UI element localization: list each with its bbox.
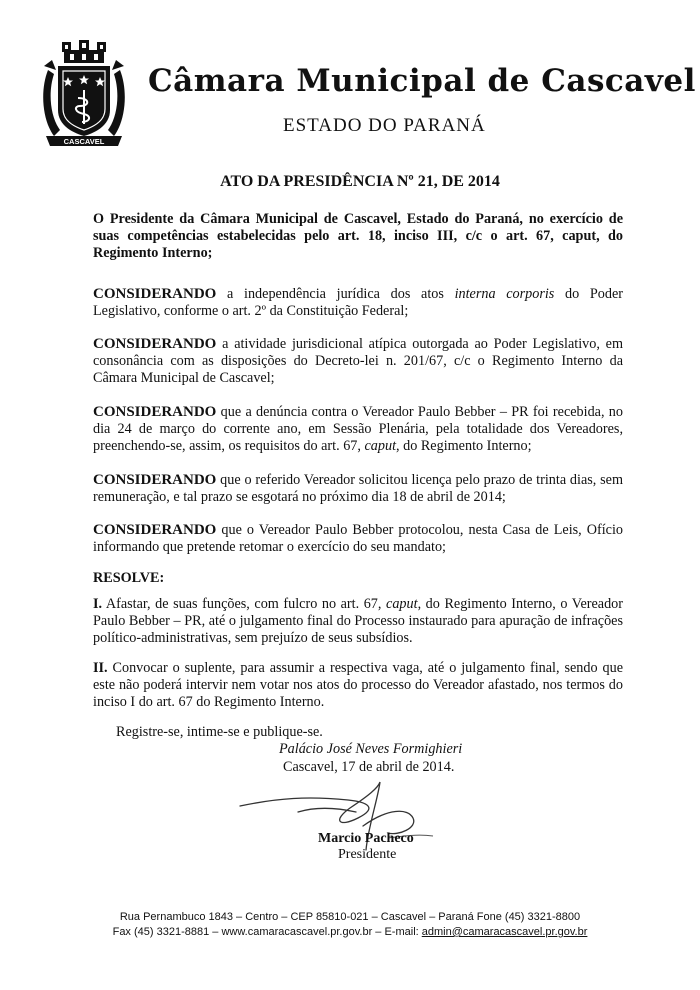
footer-contact: Fax (45) 3321-8881 – www.camaracascavel.pr.gov.br – E-mail: admin@camaracascavel.pr.gov.br — [112, 926, 588, 938]
considerando-keyword: CONSIDERANDO — [93, 286, 217, 302]
considerando-2: CONSIDERANDO a atividade jurisdicional atípica outorgada ao Poder Legislativo, em consonância com as disposições do Decreto-lei n. 201/67, c/c o Regimento Interno da Câmara Municipal de Cascavel; — [93, 336, 623, 386]
place-text: Palácio José Neves Formighieri — [279, 741, 463, 757]
considerando-5: CONSIDERANDO que o Vereador Paulo Bebber protocolou, nesta Casa de Leis, Ofício informando que pretende retomar o exercício do seu mandato; — [93, 522, 623, 555]
act-title: ATO DA PRESIDÊNCIA Nº 21, DE 2014 — [220, 173, 500, 190]
footer-email-link[interactable]: admin@camaracascavel.pr.gov.br — [421, 926, 588, 938]
considerando-keyword: CONSIDERANDO — [93, 336, 217, 352]
considerando-4: CONSIDERANDO que o referido Vereador solicitou licença pelo prazo de trinta dias, sem remuneração, e tal prazo se esgotará no próximo dia 18 de abril de 2014; — [93, 472, 623, 505]
item-1: I. Afastar, de suas funções, com fulcro no art. 67, caput, do Regimento Interno, o Vereador Paulo Bebber – PR, até o julgamento final do Processo instaurado para apuração de infrações político-administrativas, sem prejuízo de seus subsídios. — [93, 596, 623, 646]
date-text: Cascavel, 17 de abril de 2014. — [283, 759, 455, 775]
considerando-keyword: CONSIDERANDO — [93, 522, 217, 538]
signatory-role: Presidente — [338, 847, 397, 862]
resolve-heading: RESOLVE: — [93, 570, 165, 586]
signatory-name: Marcio Pacheco — [318, 831, 414, 846]
closing-text: Registre-se, intime-se e publique-se. — [116, 724, 323, 740]
crest-label: CASCAVEL — [63, 137, 105, 146]
coat-of-arms-logo — [38, 40, 130, 148]
item-2: II. Convocar o suplente, para assumir a respectiva vaga, até o julgamento final, sendo que este não poderá intervir nem votar nos atos do processo do Vereador afastado, nos termos do inciso I do art. 67 do Regimento Interno. — [93, 660, 623, 710]
considerando-keyword: CONSIDERANDO — [93, 472, 217, 488]
considerando-1: CONSIDERANDO a independência jurídica dos atos interna corporis do Poder Legislativo, conforme o art. 2º da Constituição Federal; — [93, 286, 623, 319]
state-name: ESTADO DO PARANÁ — [283, 115, 486, 136]
considerando-keyword: CONSIDERANDO — [93, 404, 217, 420]
institution-name: Câmara Municipal de Cascavel — [148, 63, 696, 99]
footer-address: Rua Pernambuco 1843 – Centro – CEP 85810-021 – Cascavel – Paraná Fone (45) 3321-8800 — [119, 911, 581, 923]
considerando-3: CONSIDERANDO que a denúncia contra o Vereador Paulo Bebber – PR foi recebida, no dia 24 de março do corrente ano, em Sessão Plenária, pela totalidade dos Vereadores, preenchendo-se, assim, os requisitos do art. 67, caput, do Regimento Interno; — [93, 404, 623, 454]
preamble: O Presidente da Câmara Municipal de Cascavel, Estado do Paraná, no exercício de suas competências estabelecidas pelo art. 18, inciso III, c/c o art. 67, caput, do Regimento Interno; — [93, 211, 623, 261]
